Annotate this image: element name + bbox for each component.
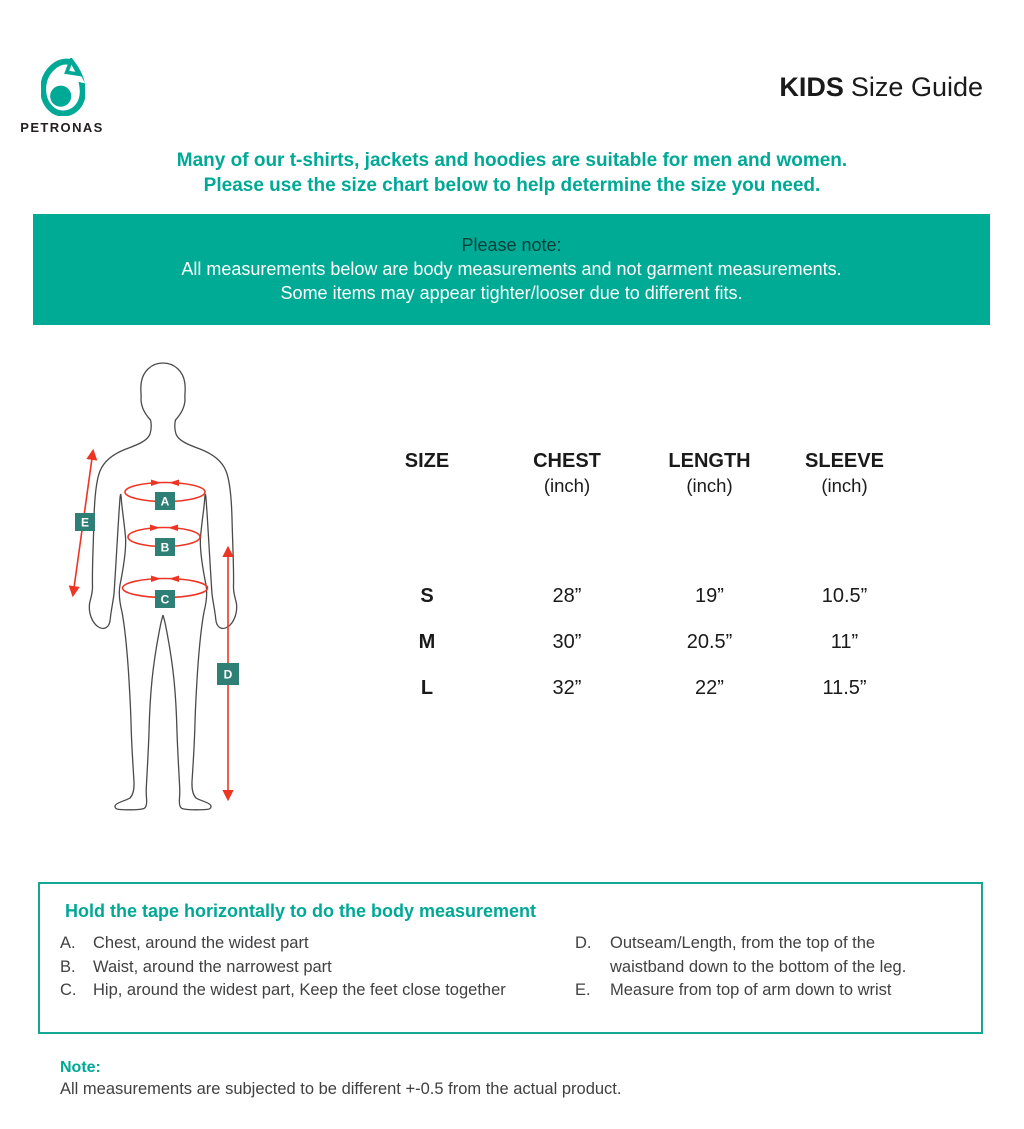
instruction-title: Hold the tape horizontally to do the body measurement — [65, 901, 537, 921]
page-title-bold: KIDS — [779, 72, 844, 102]
col-length-unit: (inch) — [686, 475, 733, 496]
row-l-length: 22” — [695, 677, 724, 699]
row-l-size: L — [420, 677, 434, 699]
table-spacer — [362, 499, 912, 573]
item-letter: C. — [60, 981, 77, 999]
col-chest-unit: (inch) — [543, 475, 591, 496]
item-letter: D. — [575, 934, 592, 952]
svg-text:C: C — [160, 592, 170, 607]
col-chest-label: CHEST — [533, 450, 601, 472]
list-item — [60, 956, 560, 980]
row-s-chest: 28” — [552, 585, 582, 607]
list-item — [60, 932, 560, 956]
body-measurement-diagram — [60, 350, 250, 830]
list-item — [575, 979, 935, 1003]
row-m-chest: 30” — [552, 631, 582, 653]
row-m-size: M — [418, 631, 436, 653]
row-s-sleeve: 10.5” — [821, 585, 868, 607]
note-label: Note: — [60, 1059, 101, 1076]
page-title — [779, 72, 983, 103]
svg-text:B: B — [160, 540, 170, 555]
item-letter: E. — [575, 981, 591, 999]
intro-line-1: Many of our t-shirts, jackets and hoodies are suitable for men and women. — [176, 150, 848, 171]
item-text: Waist, around the narrowest part — [93, 957, 332, 976]
notice-heading: Please note: — [461, 235, 562, 255]
intro-line-2: Please use the size chart below to help determine the size you need. — [203, 174, 821, 196]
item-text: Measure from top of arm down to wrist — [610, 981, 892, 999]
label-b — [155, 538, 175, 556]
size-table-header — [362, 450, 912, 499]
body-outline — [89, 363, 236, 810]
col-size-unit — [362, 473, 492, 499]
size-table — [362, 450, 912, 711]
label-c — [155, 590, 175, 608]
instruction-list-left — [60, 932, 560, 1003]
label-d — [217, 663, 239, 685]
row-s-size: S — [420, 585, 434, 607]
list-item — [575, 932, 935, 979]
col-sleeve-unit: (inch) — [821, 475, 868, 496]
label-a — [155, 492, 175, 510]
note-text: All measurements are subjected to be different +-0.5 from the actual product. — [60, 1080, 622, 1098]
table-row — [362, 573, 912, 619]
list-item — [60, 979, 560, 1003]
row-l-chest: 32” — [552, 677, 582, 699]
row-m-sleeve: 11” — [830, 631, 859, 653]
item-text: Outseam/Length, from the top of the waistband down to the bottom of the leg. — [610, 934, 907, 976]
instruction-list-right — [575, 932, 935, 1003]
col-sleeve-label: SLEEVE — [805, 450, 884, 472]
col-size-label: SIZE — [404, 450, 450, 472]
intro-text — [0, 149, 1024, 198]
svg-text:E: E — [80, 515, 90, 530]
page-title-rest: Size Guide — [850, 72, 983, 102]
notice-banner — [33, 214, 990, 325]
instruction-box — [38, 882, 983, 1034]
item-text: Hip, around the widest part, Keep the feet close together — [93, 981, 506, 999]
table-row — [362, 665, 912, 711]
col-length-label: LENGTH — [668, 450, 751, 472]
svg-text:A: A — [160, 494, 170, 509]
row-s-length: 19” — [695, 585, 724, 607]
row-l-sleeve: 11.5” — [822, 677, 867, 699]
petronas-wordmark: PETRONAS — [20, 120, 104, 135]
item-text: Chest, around the widest part — [93, 934, 309, 952]
row-m-length: 20.5” — [686, 631, 733, 653]
label-e — [75, 513, 95, 531]
svg-text:D: D — [223, 667, 233, 682]
item-letter: B. — [60, 957, 76, 976]
notice-line-2: Some items may appear tighter/looser due to different fits. — [280, 283, 743, 303]
item-letter: A. — [60, 934, 76, 952]
table-row — [362, 619, 912, 665]
notice-line-1: All measurements below are body measurements and not garment measurements. — [181, 259, 842, 279]
petronas-logo-icon — [41, 58, 85, 116]
